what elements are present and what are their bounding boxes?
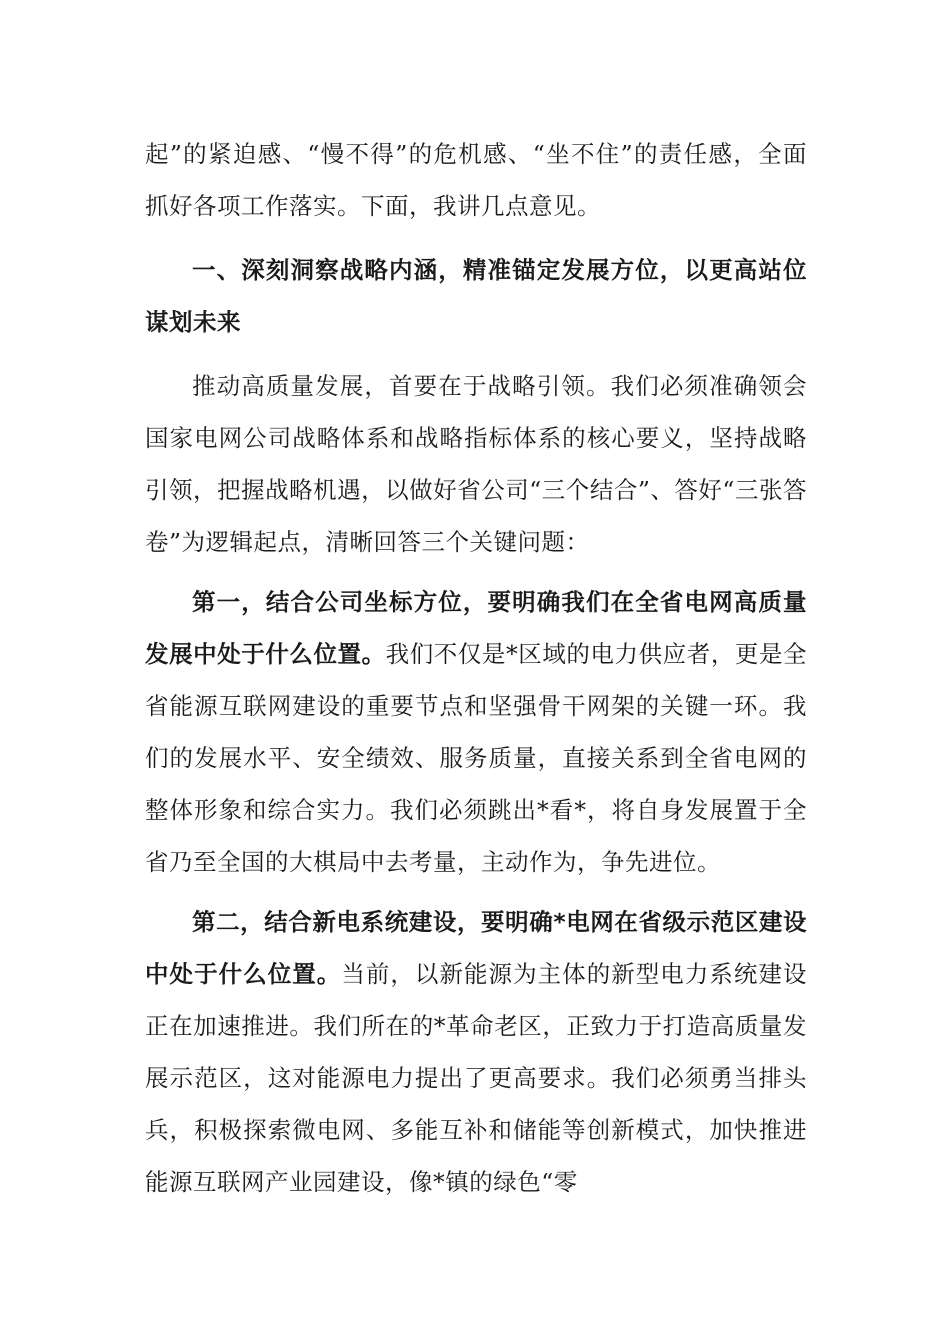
paragraph-continuation: 起”的紧迫感、“慢不得”的危机感、“坐不住”的责任感，全面抓好各项工作落实。下面，我讲几点意见。 bbox=[145, 140, 807, 220]
section-heading-1: 一、深刻洞察战略内涵，精准锚定发展方位，以更高站位谋划未来 bbox=[145, 256, 807, 336]
point-1-lead: 第一，结合公司坐标方位，要明确我们在全省电网高质量发展中处于什么位置。 bbox=[145, 588, 807, 668]
paragraph-point-1 bbox=[145, 576, 807, 888]
document-page bbox=[145, 128, 807, 1208]
point-1-body: 我们不仅是*区域的电力供应者，更是全省能源互联网建设的重要节点和坚强骨干网架的关键一环。我们的发展水平、安全绩效、服务质量，直接关系到全省电网的整体形象和综合实力。我们必须跳出*看*，将自身发展置于全省乃至全国的大棋局中去考量，主动作为，争先进位。 bbox=[145, 640, 808, 876]
point-2-lead: 第二，结合新电系统建设，要明确*电网在省级示范区建设中处于什么位置。 bbox=[145, 908, 807, 988]
paragraph-point-2 bbox=[145, 896, 807, 1208]
point-2-body: 当前，以新能源为主体的新型电力系统建设正在加速推进。我们所在的*革命老区，正致力于打造高质量发展示范区，这对能源电力提出了更高要求。我们必须勇当排头兵，积极探索微电网、多能互补和储能等创新模式，加快推进能源互联网产业园建设，像*镇的绿色“零 bbox=[145, 960, 808, 1196]
paragraph-strategy-intro: 推动高质量发展，首要在于战略引领。我们必须准确领会国家电网公司战略体系和战略指标体系的核心要义，坚持战略引领，把握战略机遇，以做好省公司“三个结合”、答好“三张答卷”为逻辑起点，清晰回答三个关键问题： bbox=[145, 372, 807, 556]
